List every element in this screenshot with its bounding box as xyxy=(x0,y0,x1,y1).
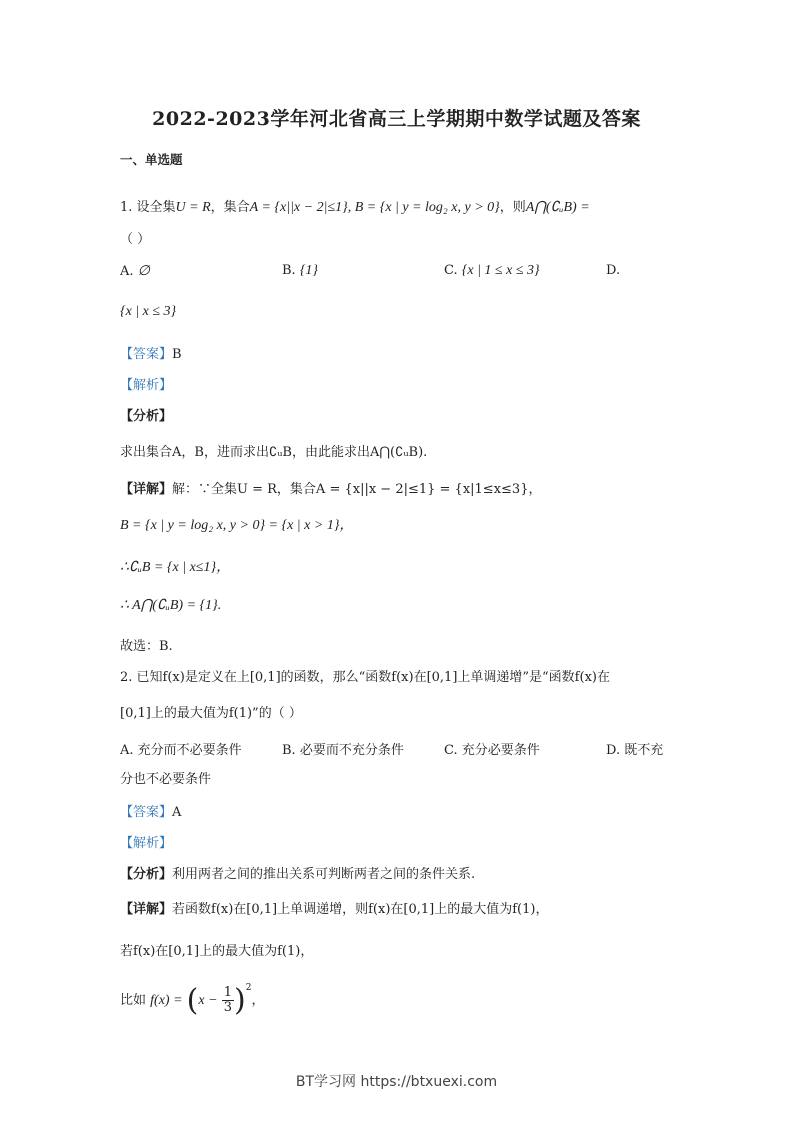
option-letter: C. xyxy=(444,263,458,278)
option-text: {x | 1 ≤ x ≤ 3} xyxy=(461,263,540,278)
answer-value: A xyxy=(172,805,182,820)
q1-option-b xyxy=(282,263,318,279)
q1-detail-line-3: ∴∁ᵤB = {x | x≤1}， xyxy=(120,560,231,575)
q2-answer xyxy=(120,801,181,820)
q1-answer xyxy=(120,343,182,362)
formula-exponent: 2 xyxy=(245,983,252,993)
detail-prefix: 比如 xyxy=(120,993,147,1008)
answer-tag: 【答案】 xyxy=(120,347,173,362)
option-letter: B. xyxy=(282,743,296,758)
q2-detail-line-2: 若f(x)在[0,1]上的最大值为f(1)， xyxy=(120,944,314,959)
q1-stem-then: ，则 xyxy=(499,200,526,215)
q1-choose: 故选：B. xyxy=(120,639,173,654)
formula-lhs: f(x) = xyxy=(150,993,183,1008)
formula-x: x − xyxy=(198,993,218,1008)
q2-stem-line-1: 2. 已知f(x)是定义在上[0,1]的函数，那么“函数f(x)在[0,1]上单调递增”是“函数f(x)在 xyxy=(120,670,610,685)
detail-tag: 【详解】 xyxy=(120,902,173,917)
q1-stem-prefix: 1. 设全集 xyxy=(120,200,176,215)
option-text: 既不充 xyxy=(624,743,664,758)
q1-option-d xyxy=(606,263,620,278)
option-text: {1} xyxy=(299,263,319,278)
q1-detail-line-1 xyxy=(120,478,541,497)
q2-stem-line-2: [0,1]上的最大值为f(1)”的（ ） xyxy=(120,706,302,721)
right-paren: ) xyxy=(233,983,246,1018)
q1-detail-line-2: B = {x | y = log₂ x, y > 0} = {x | x > 1}， xyxy=(120,518,354,533)
q1-detail-line-4: ∴ A⋂(∁ᵤB) = {1}. xyxy=(120,598,222,613)
fenxi-tag: 【分析】 xyxy=(120,867,173,882)
left-paren: ( xyxy=(186,983,199,1018)
q1-stem xyxy=(120,196,590,216)
option-letter: D. xyxy=(606,743,621,758)
q1-blank: （ ） xyxy=(120,232,151,247)
option-text: 充分必要条件 xyxy=(461,743,540,758)
option-letter: D. xyxy=(606,263,621,278)
formula-end: ， xyxy=(251,993,265,1008)
fenxi-text: 利用两者之间的推出关系可判断两者之间的条件关系. xyxy=(172,867,476,882)
q1-option-a xyxy=(120,263,150,280)
detail-text: 解：∵全集U = R，集合A = {x||x − 2|≤1} = {x|1≤x≤3}， xyxy=(172,482,542,497)
q2-jiexi-tag: 【解析】 xyxy=(120,836,173,851)
q1-fenxi-text: 求出集合A，B，进而求出∁ᵤB，由此能求出A⋂(∁ᵤB). xyxy=(120,445,428,460)
q1-fenxi-tag: 【分析】 xyxy=(120,409,173,424)
q2-option-a xyxy=(120,739,242,758)
section-heading: 一、单选题 xyxy=(120,152,183,167)
answer-value: B xyxy=(172,347,182,362)
option-letter: A. xyxy=(120,264,134,279)
detail-text: 若函数f(x)在[0,1]上单调递增，则f(x)在[0,1]上的最大值为f(1)， xyxy=(172,902,549,917)
option-letter: B. xyxy=(282,263,296,278)
q1-jiexi-tag: 【解析】 xyxy=(120,378,173,393)
q2-option-d-continuation: 分也不必要条件 xyxy=(120,772,212,787)
option-text: 必要而不充分条件 xyxy=(299,743,404,758)
option-text: ∅ xyxy=(137,264,150,279)
option-letter: A. xyxy=(120,743,134,758)
q2-detail-line-3 xyxy=(120,983,264,1018)
q1-stem-mid: ，集合 xyxy=(210,200,250,215)
q2-option-b xyxy=(282,739,404,758)
q1-stem-expr: A⋂(∁ᵤB) = xyxy=(525,200,590,215)
fraction-numerator: 1 xyxy=(223,985,232,1000)
q1-stem-universe: U = R xyxy=(175,200,211,215)
footer-watermark: BT学习网 https://btxuexi.com xyxy=(295,1074,498,1090)
q1-option-c xyxy=(444,263,540,279)
q2-fenxi xyxy=(120,863,475,882)
detail-tag: 【详解】 xyxy=(120,482,173,497)
option-letter: C. xyxy=(444,743,458,758)
fraction-one-third xyxy=(222,986,234,1015)
q2-option-d xyxy=(606,739,663,758)
answer-tag: 【答案】 xyxy=(120,805,173,820)
option-text: 充分而不必要条件 xyxy=(137,743,242,758)
page-title: 2022-2023学年河北省高三上学期期中数学试题及答案 xyxy=(152,108,641,130)
q2-detail-line-1 xyxy=(120,898,548,917)
fraction-denominator: 3 xyxy=(223,1000,232,1015)
q1-option-d-text: {x | x ≤ 3} xyxy=(120,304,177,319)
q1-stem-sets: A = {x||x − 2|≤1}, B = {x | y = log₂ x, y > 0} xyxy=(249,200,500,215)
q2-option-c xyxy=(444,739,540,758)
